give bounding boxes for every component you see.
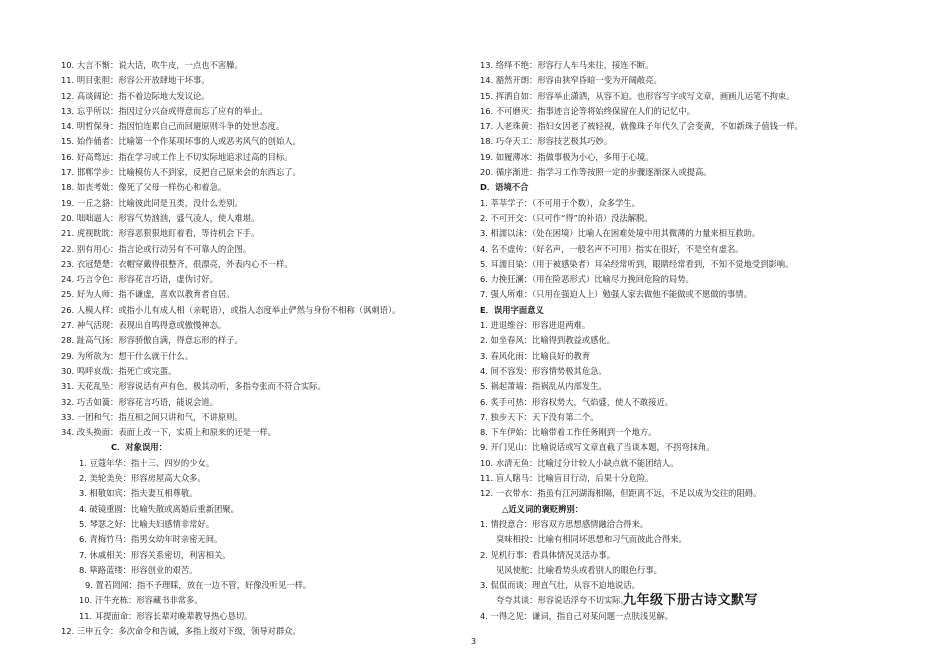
- list-item: 30. 鸣呼哀哉：指死亡或完蛋。: [61, 365, 177, 376]
- list-item: 10. 汗牛充栋：形容藏书非常多。: [79, 595, 203, 606]
- list-item: 13. 络绎不绝：形容行人车马来往，接连不断。: [480, 60, 654, 70]
- section-title: 九年级下册古诗文默写: [623, 593, 759, 608]
- section-heading: △近义词的褒贬辨别：: [502, 503, 584, 514]
- list-item: 27. 神气活现：表现出自鸣得意或傲慢神态。: [61, 320, 227, 331]
- list-item: 16. 好高骛远：指在学习或工作上不切实际地追求过高的目标。: [61, 151, 293, 162]
- list-item: 12. 三申五令：多次命令和告诫，多指上级对下级，领导对群众。: [61, 625, 301, 636]
- list-item: 24. 巧言令色：形容花言巧语，虚伪讨好。: [61, 274, 218, 285]
- list-item: 23. 衣冠楚楚：衣帽穿戴得很整齐，很漂亮，外表内心不一样。: [61, 258, 293, 269]
- list-item: 14. 明哲保身：指因怕连累自己而回避原则斗争的处世态度。: [61, 121, 285, 132]
- list-item: 11. 盲人瞎马：比喻盲目行动，后果十分危险。: [480, 473, 654, 484]
- list-item: 3. 侃侃而谈：理直气壮，从容不迫地说话。: [480, 580, 640, 591]
- list-item: 19. 如履薄冰：指做事极为小心，多用于心境。: [480, 151, 654, 162]
- list-item: 15. 挥洒自如：形容举止潇洒，从容不迫。也形容写字或写文章，画画儿运笔不拘束。: [480, 90, 795, 101]
- list-item: 1. 莘莘学子：（不可用于个数），众多学生。: [480, 197, 640, 208]
- list-item: 5. 琴瑟之好：比喻夫妇感情非常好。: [79, 518, 215, 529]
- list-item: 2. 如坐春风：比喻得到教益或感化。: [480, 335, 616, 346]
- list-item: 7. 强人所难：（只用在强迫人上）勉强人家去做他不能做或不愿做的事情。: [480, 289, 752, 300]
- list-item: 3. 相濡以沫：（处在困境）比喻人在困难处境中用其微薄的力量来相互救助。: [480, 228, 761, 239]
- list-item: 4. 名不虚传：（好名声，一般名声不可用）指实在很好，不是空有虚名。: [480, 243, 744, 254]
- list-item: 21. 虎视眈眈：形容恶狠狠地盯着看，等待机会下手。: [61, 228, 260, 239]
- page-number: 3: [471, 637, 477, 646]
- list-item: 9. 开门见山：比喻说话或写文章直截了当谈本题，不拐弯抹角。: [480, 442, 715, 453]
- list-item: 20. 循序渐进：指学习工作等按照一定的步骤逐渐深入或提高。: [480, 167, 712, 178]
- list-item: 5. 耳濡目染：（用于被感染者）耳朵经常听到，眼睛经常看到，不知不觉地受到影响。: [480, 258, 794, 269]
- list-item: 12. 一衣带水：指虽有江河湖海相隔，但距离不远，不足以成为交往的阻碍。: [480, 488, 762, 499]
- list-item: 6. 炙手可热：形容权势大，气焰盛，使人不敢接近。: [480, 396, 674, 407]
- section-heading: D．语境不合: [480, 182, 529, 193]
- list-item: 17. 人老珠黄：指妇女因老了被轻视，就像珠子年代久了会变黄，不如新珠子值钱一样。: [480, 121, 803, 132]
- list-item: 32. 巧舌如簧：形容花言巧语，能说会道。: [61, 396, 218, 407]
- list-item: 29. 为所欲为：想干什么就干什么。: [61, 350, 193, 361]
- list-item: 10. 水清无鱼：比喻过分计较人小缺点就不能团结人。: [480, 457, 679, 468]
- list-item: 7. 独步天下：天下没有第二个。: [480, 411, 599, 422]
- list-item: 4. 间不容发：形容情势极其危急。: [480, 365, 607, 376]
- list-item: 2. 见机行事：看具体情况灵活办事。: [480, 549, 616, 560]
- list-item: 16. 不可磨灭：指事迹言论等将始终保留在人们的记忆中。: [480, 105, 695, 116]
- list-item: 20. 咄咄逼人：形容气势汹汹，盛气凌人，使人难堪。: [61, 212, 260, 223]
- list-item: 19. 一丘之貉：比喻彼此同是丑类，没什么差别。: [61, 197, 243, 208]
- list-item: 10. 大言不惭：说大话，吹牛皮，一点也不害臊。: [61, 60, 243, 70]
- list-item: 3. 相敬如宾：指夫妻互相尊敬。: [79, 488, 198, 499]
- list-item: 18. 巧夺天工：形容技艺极其巧妙。: [480, 136, 612, 147]
- list-item: 28. 趾高气扬：形容骄傲自满，得意忘形的样子。: [61, 335, 243, 346]
- list-item: 26. 人模人样：或指小儿有成人相（亲昵语），或指人态度举止俨然与身份不相称（讽刺语）。: [61, 304, 401, 315]
- list-item: 17. 邯郸学步：比喻模仿人不到家，反把自己原来会的东西忘了。: [61, 167, 301, 178]
- right-column: [480, 58, 900, 624]
- list-item: 1. 进退维谷：形容进退两难。: [480, 320, 591, 331]
- list-item: 3. 春风化雨：比喻良好的教育: [480, 350, 591, 361]
- list-item: 14. 豁然开朗：形容由狭窄昏暗一变为开阔敞亮。: [480, 75, 662, 86]
- list-item: 11. 明目张胆：形容公开放肆地干坏事。: [61, 75, 210, 86]
- list-item: 15. 始作俑者：比喻第一个作某项坏事的人或恶劣风气的创始人。: [61, 136, 301, 147]
- list-item: 8. 下车伊始：比喻带着工作任务刚到一个地方。: [480, 427, 657, 438]
- list-item: 9. 置若罔闻：指不予理睬，放在一边不管，好像没听见一样。: [85, 580, 312, 591]
- list-item: 见风使舵：比喻看势头或看别人的眼色行事。: [496, 564, 662, 575]
- list-item: 6. 青梅竹马：指男女幼年时亲密无间。: [79, 534, 223, 545]
- list-item: 22. 别有用心：指言论或行动另有不可靠人的企图。: [61, 243, 252, 254]
- list-item: 臭味相投：比喻有相同坏思想和习气而彼此合得来。: [496, 534, 687, 545]
- section-heading: E．误用字面意义: [480, 304, 544, 315]
- list-item: 13. 忘乎所以：指因过分兴奋或得意而忘了应有的举止。: [61, 105, 268, 116]
- section-heading: C．对象误用：: [111, 442, 167, 453]
- list-item: 5. 祸起萧墙：指祸乱从内部发生。: [480, 381, 607, 392]
- list-item: 34. 改头换面：表面上改一下，实质上和原来的还是一样。: [61, 427, 276, 438]
- list-item: 夸夸其谈：形容说话浮夸不切实际。: [496, 595, 629, 606]
- list-item: 6. 力挽狂澜：（用在险恶形式）比喻尽力挽回危险的局势。: [480, 274, 694, 285]
- list-item: 4. 破镜重圆：比喻失散或离婚后重新团聚。: [79, 503, 239, 514]
- list-item: 4. 一得之见：谦词，指自己对某问题一点肤浅见解。: [480, 610, 674, 621]
- list-item: 31. 天花乱坠：形容说话有声有色，极其动听，多指夸张而不符合实际。: [61, 381, 326, 392]
- list-item: 33. 一团和气：指互相之间只讲和气，不讲原则。: [61, 411, 243, 422]
- list-item: 12. 高谈阔论：指不着边际地大发议论。: [61, 90, 210, 101]
- list-item: 7. 休戚相关：形容关系密切，利害相关。: [79, 549, 231, 560]
- left-column: [61, 58, 471, 639]
- list-item: 18. 如丧考妣：像死了父母一样伤心和着急。: [61, 182, 227, 193]
- list-item: 2. 美轮美奂：形容房屋高大众多。: [79, 473, 206, 484]
- list-item: 8. 筚路蓝缕：形容创业的艰苦。: [79, 564, 198, 575]
- list-item: 25. 好为人师：指不谦虚，喜欢以教育者自居。: [61, 289, 235, 300]
- list-item: 11. 耳提面命：形容长辈对晚辈教导热心恳切。: [79, 610, 253, 621]
- list-item: 2. 不可开交：（只可作“得”的补语）没法解脱。: [480, 212, 653, 223]
- list-item: 1. 豆蔻年华：指十三、四岁的少女。: [79, 457, 215, 468]
- list-item: 1. 情投意合：形容双方思想感情融洽合得来。: [480, 518, 649, 529]
